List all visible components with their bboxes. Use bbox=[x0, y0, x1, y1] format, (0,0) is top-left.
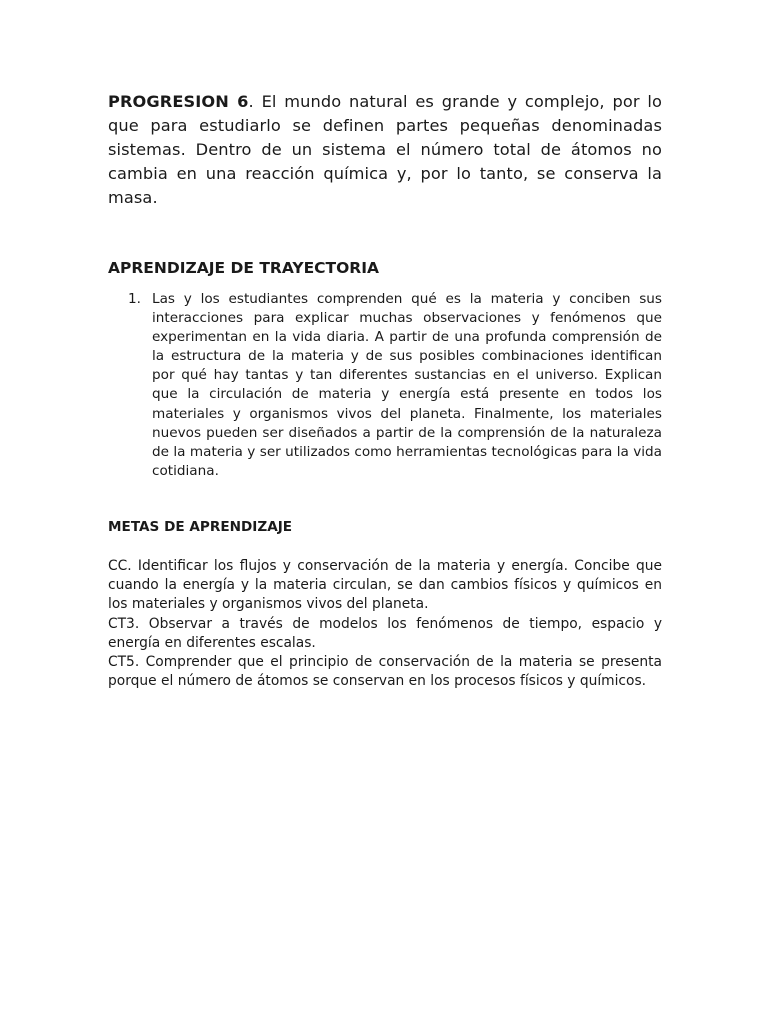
progression-text: El mundo natural es grande y complejo, por lo que para estudiarlo se definen partes pequeñas denominadas sistemas. Dentro de un sistema el número total de átomos no cambia en una reacción química y, por lo tanto, se conserva la masa. bbox=[108, 92, 662, 207]
goal-cc: CC. Identificar los flujos y conservación de la materia y energía. Concibe que cuando la energía y la materia circulan, se dan cambios físicos y químicos en los materiales y organismos vivos del planeta. bbox=[108, 558, 662, 613]
goals-heading: METAS DE APRENDIZAJE bbox=[108, 519, 293, 535]
trajectory-list bbox=[108, 290, 662, 481]
list-item-text: Las y los estudiantes comprenden qué es la materia y conciben sus interacciones para explicar muchas observaciones y fenómenos que experimentan en la vida diaria. A partir de una profunda comprensión de la estructura de la materia y de sus posibles combinaciones identifican por qué hay tantas y tan diferentes sustancias en el universo. Explican que la circulación de materia y energía está presente en todos los materiales y organismos vivos del planeta. Finalmente, los materiales nuevos pueden ser diseñados a partir de la comprensión de la naturaleza de la materia y ser utilizados como herramientas tecnológicas para la vida cotidiana. bbox=[152, 291, 662, 479]
list-item bbox=[108, 290, 662, 481]
list-item-number: 1. bbox=[128, 291, 141, 307]
progression-paragraph bbox=[108, 90, 662, 210]
goals-list bbox=[108, 557, 662, 691]
goal-ct3: CT3. Observar a través de modelos los fenómenos de tiempo, espacio y energía en diferentes escalas. bbox=[108, 615, 662, 651]
trajectory-heading: APRENDIZAJE DE TRAYECTORIA bbox=[108, 259, 379, 277]
progression-label: PROGRESION 6 bbox=[108, 92, 249, 111]
progression-label-suffix: . bbox=[248, 92, 254, 111]
goal-ct5: CT5. Comprender que el principio de conservación de la materia se presenta porque el número de átomos se conservan en los procesos físicos y químicos. bbox=[108, 654, 662, 690]
